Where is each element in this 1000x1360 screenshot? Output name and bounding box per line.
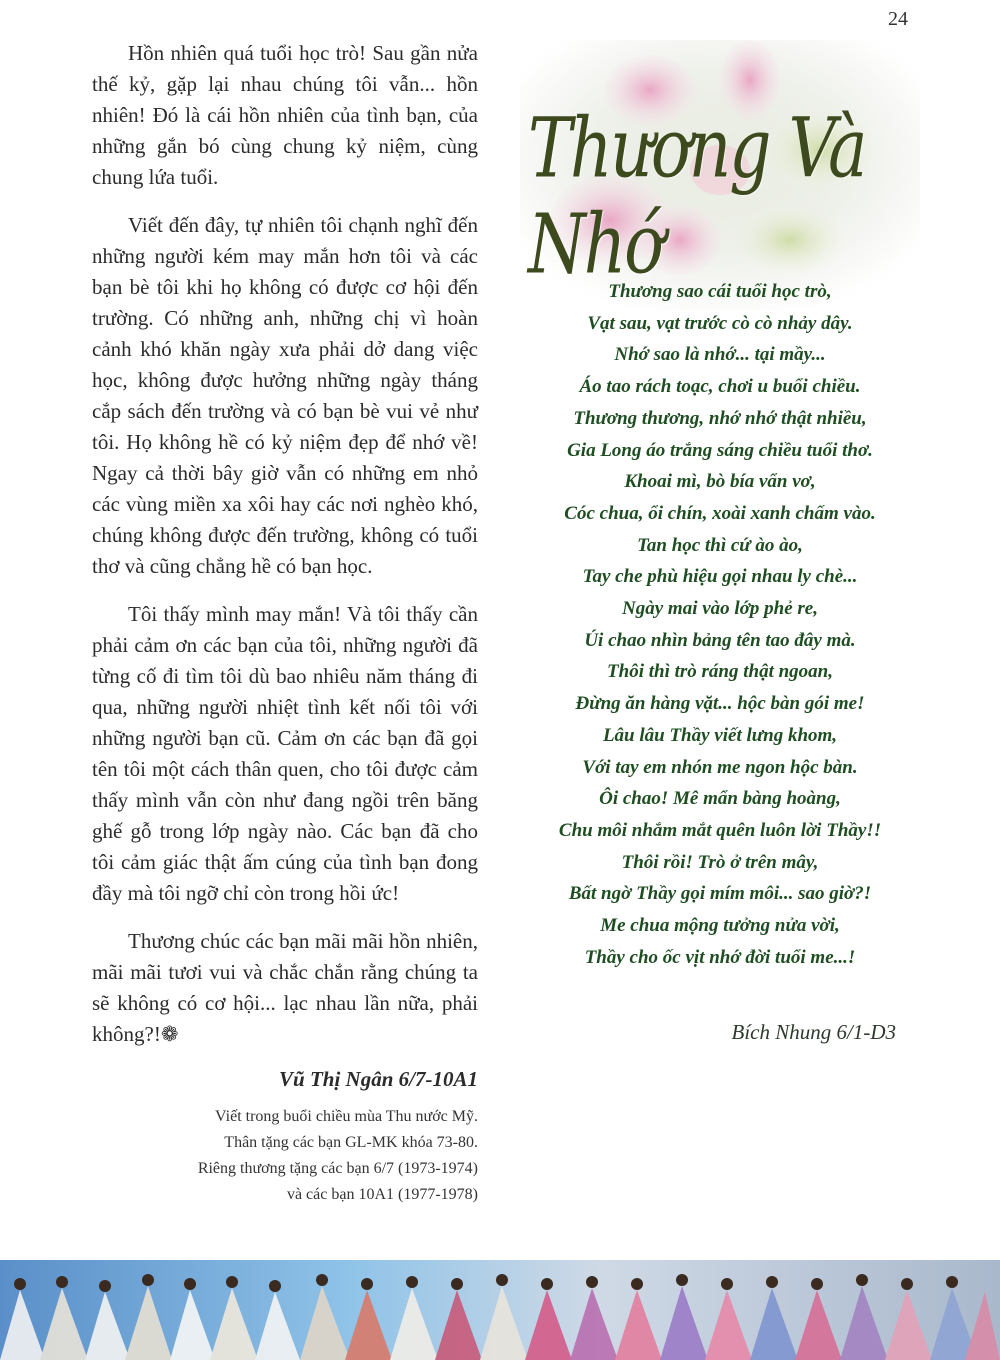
article-column bbox=[92, 38, 478, 1208]
poem-line: Đừng ăn hàng vặt... hộc bàn gói me! bbox=[575, 693, 865, 715]
article-paragraph-2: Viết đến đây, tự nhiên tôi chạnh nghĩ đến những người kém may mắn hơn tôi và các bạn bè tôi khi họ không có được cơ hội đến trường. Có những anh, những chị vì hoàn cảnh khó khăn ngày xưa phải dở dang việc học, không được hưởng những ngày tháng cắp sách đến trường và có bạn bè vui vẻ như tôi. Họ không hề có kỷ niệm đẹp để nhớ về! Ngay cả thời bây giờ vẫn có những em nhỏ các vùng miền xa xôi hay các nơi nghèo khó, chúng không được đến trường, không có tuổi thơ và cũng chẳng hề có bạn học. bbox=[92, 213, 478, 578]
poem-line: Gia Long áo trắng sáng chiều tuổi thơ. bbox=[567, 439, 873, 461]
dedication-line: và các bạn 10A1 (1977-1978) bbox=[286, 1186, 478, 1203]
footer-painting-dancers bbox=[0, 1260, 1000, 1360]
poem-line: Thầy cho ốc vịt nhớ đời tuổi me...! bbox=[584, 946, 856, 968]
article-paragraph-3: Tôi thấy mình may mắn! Và tôi thấy cần phải cảm ơn các bạn của tôi, những người đã từng cố đi tìm tôi dù bao nhiêu năm tháng đi qua, những người nhiệt tình kết nối tôi với những người bạn cũ. Cảm ơn các bạn đã gọi tên tôi một cách thân quen, cho tôi được cảm thấy mình vẫn còn như đang ngồi trên băng ghế gỗ trong lớp ngày nào. Các bạn đã cho tôi cảm giác thật ấm cúng của tình bạn đong đầy mà tôi ngỡ chỉ còn trong hồi ức! bbox=[92, 602, 478, 905]
poem-line: Bất ngờ Thầy gọi mím môi... sao giờ?! bbox=[568, 883, 872, 905]
poem bbox=[520, 276, 920, 973]
dedication-line: Thân tặng các bạn GL-MK khóa 73-80. bbox=[224, 1134, 478, 1151]
poem-line: Thương thương, nhớ nhớ thật nhiều, bbox=[573, 407, 867, 429]
article-paragraph-4: Thương chúc các bạn mãi mãi hồn nhiên, mãi mãi tươi vui và chắc chắn rằng chúng ta sẽ không có cơ hội... lạc nhau lần nữa, phải không?!❁ bbox=[92, 929, 478, 1046]
poem-line: Lâu lâu Thầy viết lưng khom, bbox=[602, 724, 838, 746]
poem-line: Vạt sau, vạt trước cò cò nhảy dây. bbox=[587, 312, 853, 334]
poem-author: Bích Nhung 6/1-D3 bbox=[731, 1020, 896, 1044]
poem-line: Tay che phù hiệu gọi nhau ly chè... bbox=[582, 566, 858, 588]
poem-line: Khoai mì, bò bía vẩn vơ, bbox=[624, 471, 816, 493]
poem-line: Tan học thì cứ ào ào, bbox=[637, 534, 803, 556]
page-number: 24 bbox=[888, 8, 908, 30]
dedication-line: Viết trong buổi chiều mùa Thu nước Mỹ. bbox=[215, 1108, 478, 1125]
poem-line: Úi chao nhìn bảng tên tao đây mà. bbox=[584, 629, 856, 651]
poem-line: Thương sao cái tuổi học trò, bbox=[608, 281, 832, 302]
poem-line: Với tay em nhón me ngon hộc bàn. bbox=[582, 756, 858, 778]
poem-line: Ngày mai vào lớp phẻ re, bbox=[622, 598, 818, 620]
poem-line: Thôi rồi! Trò ở trên mây, bbox=[621, 851, 819, 873]
poem-line: Me chua mộng tưởng nửa vời, bbox=[600, 915, 840, 937]
poem-line: Nhớ sao là nhớ... tại mầy... bbox=[614, 344, 826, 366]
article-dedication bbox=[92, 1104, 478, 1208]
poem-title: Thương Và Nhớ bbox=[528, 100, 866, 293]
poem-line: Ôi chao! Mê mẩn bàng hoàng, bbox=[599, 788, 841, 810]
article-paragraph-1: Hồn nhiên quá tuổi học trò! Sau gần nửa thế kỷ, gặp lại nhau chúng tôi vẫn... hồn nhiên! Đó là cái hồn nhiên của tình bạn, của những gắn bó cùng chung kỷ niệm, cùng chung lứa tuổi. bbox=[92, 41, 478, 189]
poem-line: Áo tao rách toạc, chơi u buổi chiều. bbox=[579, 376, 861, 398]
poem-line: Chu môi nhắm mắt quên luôn lời Thầy!! bbox=[558, 819, 882, 841]
dedication-line: Riêng thương tặng các bạn 6/7 (1973-1974) bbox=[197, 1160, 478, 1177]
poem-line: Thôi thì trò ráng thật ngoan, bbox=[607, 661, 833, 683]
poem-line: Cóc chua, ổi chín, xoài xanh chấm vào. bbox=[564, 502, 876, 524]
article-author: Vũ Thị Ngân 6/7-10A1 bbox=[279, 1067, 478, 1091]
